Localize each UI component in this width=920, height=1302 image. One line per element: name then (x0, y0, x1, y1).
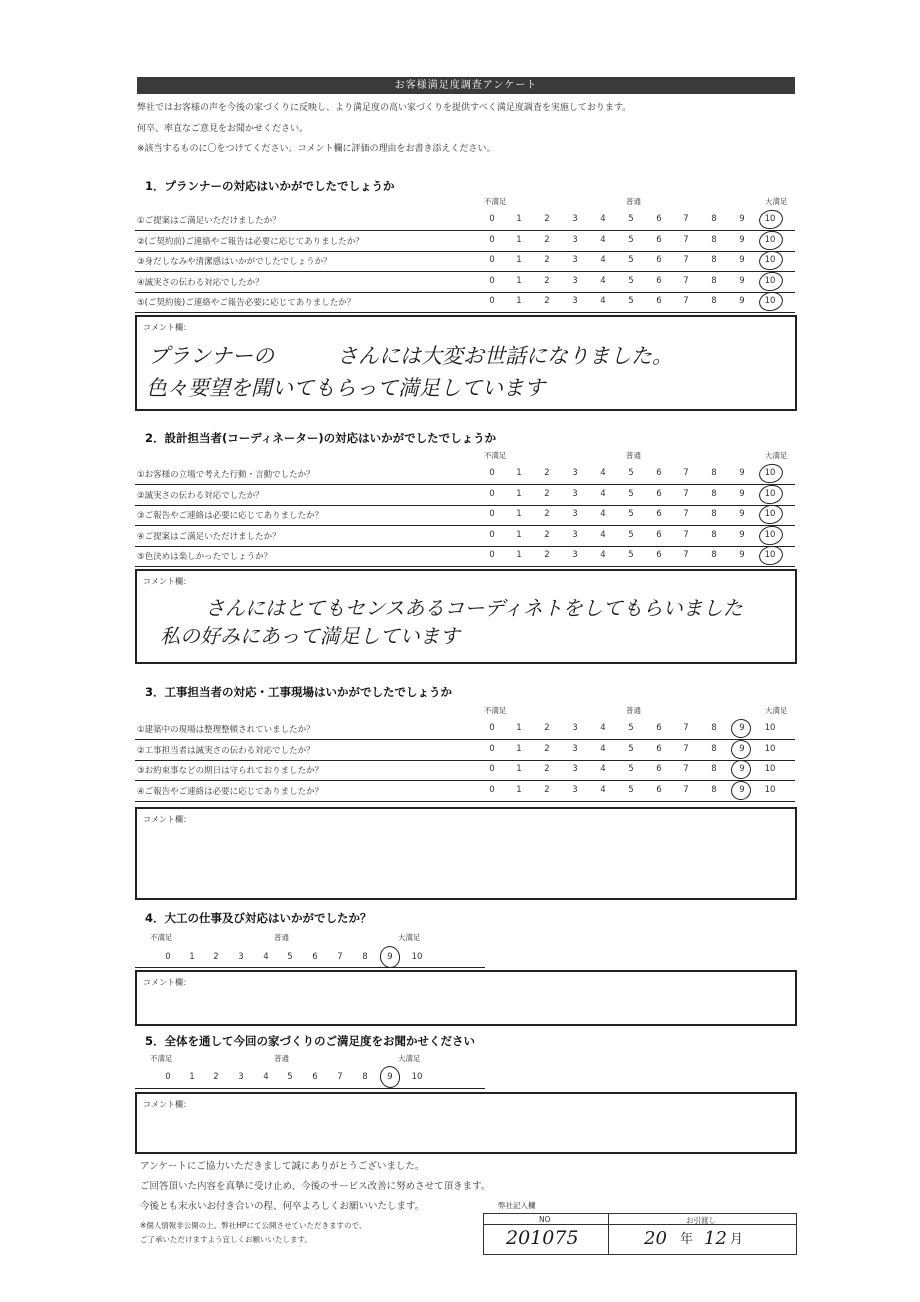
rating-option-8[interactable]: 8 (711, 488, 717, 499)
scale-label-high: 大満足 (398, 1054, 421, 1063)
scale-label-high: 大満足 (765, 451, 788, 460)
intro-line-2: 何卒、率直なご意見をお聞かせください。 (137, 124, 309, 134)
rating-option-1[interactable]: 1 (516, 509, 522, 519)
month-char: 月 (730, 1232, 744, 1247)
scale-label-low: 不満足 (484, 706, 507, 715)
row-divider (135, 525, 795, 526)
rating-option-7[interactable]: 7 (683, 743, 689, 754)
rating-option-0[interactable]: 0 (489, 255, 495, 265)
scale-label-low: 不満足 (484, 451, 507, 460)
section-title: 3．工事担当者の対応・工事現場はいかがでしたでしょうか (145, 685, 452, 699)
question-text: ②工事担当者は誠実さの伝わる対応でしたか？ (137, 745, 315, 756)
row-divider (135, 312, 795, 313)
rating-circle-mark (757, 503, 784, 527)
rating-option-5[interactable]: 5 (628, 509, 634, 519)
rating-option-3[interactable]: 3 (572, 509, 578, 519)
scale-label-mid: 普通 (274, 1054, 289, 1063)
privacy-note-2: ご了承いただけますよう宜しくお願いいたします。 (140, 1235, 312, 1244)
rating-option-0[interactable]: 0 (489, 723, 495, 733)
rating-circle-mark (729, 717, 753, 740)
rating-option-9[interactable]: 9 (739, 550, 745, 560)
section-title: 1．プランナーの対応はいかがでしたでしょうか (145, 179, 395, 193)
rating-option-4[interactable]: 4 (263, 1072, 269, 1082)
rating-option-10[interactable]: 10 (764, 764, 776, 774)
office-use-label: 弊社記入欄 (498, 1201, 536, 1210)
rating-option-3[interactable]: 3 (572, 743, 578, 754)
section-title: 2．設計担当者(コーディネーター)の対応はいかがでしたでしょうか (145, 431, 497, 445)
rating-option-2[interactable]: 2 (544, 550, 550, 560)
rating-option-2[interactable]: 2 (544, 723, 550, 733)
rating-option-0[interactable]: 0 (489, 550, 495, 560)
rating-option-6[interactable]: 6 (656, 723, 662, 733)
survey-title-banner: お客様満足度調査アンケート (137, 77, 795, 94)
rating-option-1[interactable]: 1 (516, 550, 522, 560)
rating-option-0[interactable]: 0 (489, 488, 495, 499)
rating-option-10[interactable]: 10 (411, 952, 423, 962)
rating-option-0[interactable]: 0 (489, 296, 495, 306)
rating-option-1[interactable]: 1 (516, 214, 522, 224)
rating-option-2[interactable]: 2 (213, 952, 219, 962)
comment-label: コメント欄： (143, 577, 191, 586)
rating-option-5[interactable]: 5 (287, 952, 293, 962)
rating-option-5[interactable]: 5 (628, 529, 634, 540)
rating-option-4[interactable]: 4 (600, 550, 606, 560)
rating-option-7[interactable]: 7 (683, 255, 689, 265)
rating-option-5[interactable]: 5 (628, 255, 634, 265)
rating-option-3[interactable]: 3 (572, 723, 578, 733)
rating-option-3[interactable]: 3 (572, 214, 578, 224)
rating-option-8[interactable]: 8 (711, 550, 717, 560)
rating-option-4[interactable]: 4 (600, 529, 606, 540)
question-text: ②(ご契約前)ご連絡やご報告は必要に応じてありましたか？ (137, 236, 364, 247)
rating-option-6[interactable]: 6 (656, 488, 662, 499)
rating-option-2[interactable]: 2 (544, 488, 550, 499)
rating-option-1[interactable]: 1 (516, 275, 522, 286)
rating-option-6[interactable]: 6 (656, 550, 662, 560)
rating-option-9[interactable]: 9 (739, 723, 745, 733)
thanks-line-3: 今後とも末永いお付き合いの程、何卒よろしくお願いいたします。 (140, 1201, 425, 1212)
rating-option-3[interactable]: 3 (572, 784, 578, 795)
rating-option-1[interactable]: 1 (516, 743, 522, 754)
comment-label: コメント欄： (143, 323, 191, 332)
rating-option-0[interactable]: 0 (489, 234, 495, 245)
question-text: ④ご報告やご連絡は必要に応じてありましたか？ (137, 786, 324, 797)
rating-option-3[interactable]: 3 (572, 275, 578, 286)
privacy-note-1: ※個人情報非公開の上、弊社HPにて公開させていただきますので、 (140, 1221, 367, 1230)
rating-option-1[interactable]: 1 (516, 255, 522, 265)
rating-option-3[interactable]: 3 (572, 234, 578, 245)
row-divider (135, 292, 795, 293)
rating-option-6[interactable]: 6 (656, 743, 662, 754)
rating-option-9[interactable]: 9 (739, 255, 745, 265)
scale-label-mid: 普通 (274, 933, 289, 942)
rating-option-4[interactable]: 4 (600, 488, 606, 499)
rating-option-8[interactable]: 8 (711, 468, 717, 478)
rating-circle-mark (757, 290, 784, 314)
scale-label-high: 大満足 (765, 197, 788, 206)
scale-label-mid: 普通 (626, 451, 641, 460)
comment-label: コメント欄： (143, 815, 191, 824)
comment-label: コメント欄： (143, 1100, 191, 1109)
row-divider (135, 1088, 485, 1089)
rating-circle-mark (378, 944, 402, 970)
rating-option-7[interactable]: 7 (683, 296, 689, 306)
rating-option-0[interactable]: 0 (489, 764, 495, 774)
question-text: ②誠実さの伝わる対応でしたか？ (137, 490, 264, 501)
rating-option-6[interactable]: 6 (656, 764, 662, 774)
question-text: ①お客様の立場で考えた行動・言動でしたか？ (137, 470, 315, 480)
question-text: ③ご報告やご連絡は必要に応じてありましたか？ (137, 511, 324, 521)
rating-option-6[interactable]: 6 (312, 952, 318, 962)
row-divider (135, 967, 485, 968)
rating-option-2[interactable]: 2 (544, 234, 550, 245)
rating-circle-mark (378, 1064, 402, 1090)
rating-option-8[interactable]: 8 (711, 784, 717, 795)
rating-option-2[interactable]: 2 (544, 764, 550, 774)
rating-option-3[interactable]: 3 (572, 488, 578, 499)
no-label: NO (539, 1215, 551, 1224)
rating-option-9[interactable]: 9 (739, 275, 745, 286)
comment-box-5[interactable] (135, 1092, 797, 1154)
thanks-line-1: アンケートにご協力いただきまして誠にありがとうございました。 (140, 1161, 425, 1172)
rating-option-2[interactable]: 2 (544, 214, 550, 224)
rating-option-4[interactable]: 4 (600, 468, 606, 478)
rating-option-4[interactable]: 4 (600, 275, 606, 286)
rating-circle-mark (729, 738, 753, 761)
rating-option-4[interactable]: 4 (600, 764, 606, 774)
rating-option-10[interactable]: 10 (764, 784, 776, 795)
rating-option-7[interactable]: 7 (683, 529, 689, 540)
rating-option-9[interactable]: 9 (739, 509, 745, 519)
rating-option-5[interactable]: 5 (628, 275, 634, 286)
comment-box-4[interactable] (135, 970, 797, 1026)
rating-option-9[interactable]: 9 (387, 952, 393, 962)
rating-option-4[interactable]: 4 (600, 723, 606, 733)
rating-option-8[interactable]: 8 (711, 234, 717, 245)
rating-option-7[interactable]: 7 (683, 764, 689, 774)
row-divider (135, 546, 795, 547)
rating-option-2[interactable]: 2 (544, 743, 550, 754)
rating-option-2[interactable]: 2 (544, 509, 550, 519)
rating-option-7[interactable]: 7 (683, 509, 689, 519)
scale-label-low: 不満足 (150, 933, 173, 942)
rating-option-6[interactable]: 6 (656, 234, 662, 245)
rating-option-1[interactable]: 1 (516, 296, 522, 306)
rating-option-9[interactable]: 9 (739, 764, 745, 774)
rating-option-9[interactable]: 9 (739, 468, 745, 478)
rating-option-10[interactable]: 10 (764, 723, 776, 733)
rating-option-3[interactable]: 3 (572, 296, 578, 306)
rating-option-9[interactable]: 9 (739, 214, 745, 224)
question-text: ①建築中の現場は整理整頓されていましたか？ (137, 725, 315, 735)
row-divider (135, 801, 795, 802)
section-4-title: 4．大工の仕事及び対応はいかがでしたか？ (145, 911, 372, 925)
rating-option-8[interactable]: 8 (711, 509, 717, 519)
rating-option-1[interactable]: 1 (516, 784, 522, 795)
scale-label-mid: 普通 (626, 197, 641, 206)
rating-option-6[interactable]: 6 (656, 468, 662, 478)
rating-option-1[interactable]: 1 (516, 468, 522, 478)
row-divider (135, 484, 795, 485)
rating-option-0[interactable]: 0 (489, 784, 495, 795)
rating-option-3[interactable]: 3 (572, 529, 578, 540)
rating-option-7[interactable]: 7 (683, 723, 689, 733)
handwritten-no: 201075 (506, 1227, 579, 1249)
rating-option-5[interactable]: 5 (628, 296, 634, 306)
rating-circle-mark (757, 482, 784, 506)
rating-option-6[interactable]: 6 (656, 296, 662, 306)
rating-option-4[interactable]: 4 (600, 255, 606, 265)
rating-option-0[interactable]: 0 (489, 529, 495, 540)
rating-option-6[interactable]: 6 (656, 784, 662, 795)
year-char: 年 (680, 1232, 694, 1247)
rating-option-7[interactable]: 7 (683, 550, 689, 560)
row-divider (135, 739, 795, 740)
row-divider (135, 780, 795, 781)
handwritten-year: 20 (644, 1228, 667, 1249)
rating-option-8[interactable]: 8 (362, 952, 368, 962)
rating-option-6[interactable]: 6 (656, 529, 662, 540)
scale-label-low: 不満足 (484, 197, 507, 206)
rating-option-5[interactable]: 5 (628, 234, 634, 245)
row-divider (135, 505, 795, 506)
rating-option-2[interactable]: 2 (544, 296, 550, 306)
rating-option-8[interactable]: 8 (711, 296, 717, 306)
row-divider (135, 230, 795, 231)
handwritten-comment: さんにはとてもセンスあるコーディネトをしてもらいました (205, 596, 743, 620)
rating-circle-mark (757, 269, 784, 293)
scale-label-high: 大満足 (765, 706, 788, 715)
rating-option-7[interactable]: 7 (683, 275, 689, 286)
handwritten-comment: 私の好みにあって満足しています (160, 624, 460, 648)
row-divider (135, 251, 795, 252)
rating-option-0[interactable]: 0 (165, 952, 171, 962)
rating-option-5[interactable]: 5 (628, 784, 634, 795)
rating-option-4[interactable]: 4 (600, 784, 606, 795)
rating-circle-mark (729, 758, 753, 781)
handwritten-comment: プランナーの さんには大変お世話になりました。 (148, 344, 673, 368)
rating-option-2[interactable]: 2 (544, 529, 550, 540)
rating-option-4[interactable]: 4 (600, 296, 606, 306)
rating-option-10[interactable]: 10 (764, 509, 776, 519)
rating-option-4[interactable]: 4 (600, 234, 606, 245)
rating-circle-mark (757, 249, 784, 273)
rating-option-1[interactable]: 1 (516, 488, 522, 499)
rating-option-3[interactable]: 3 (572, 550, 578, 560)
rating-circle-mark (757, 208, 784, 232)
rating-option-9[interactable]: 9 (739, 488, 745, 499)
rating-option-7[interactable]: 7 (683, 488, 689, 499)
rating-option-8[interactable]: 8 (711, 723, 717, 733)
rating-option-7[interactable]: 7 (683, 234, 689, 245)
rating-option-9[interactable]: 9 (387, 1072, 393, 1082)
rating-option-5[interactable]: 5 (628, 723, 634, 733)
rating-circle-mark (757, 462, 784, 486)
office-use-box (483, 1213, 797, 1255)
rating-circle-mark (729, 779, 753, 802)
rating-option-5[interactable]: 5 (287, 1072, 293, 1082)
rating-option-7[interactable]: 7 (683, 468, 689, 478)
rating-option-8[interactable]: 8 (711, 275, 717, 286)
rating-option-8[interactable]: 8 (711, 214, 717, 224)
rating-option-10[interactable]: 10 (764, 296, 776, 306)
rating-option-0[interactable]: 0 (489, 743, 495, 754)
rating-option-8[interactable]: 8 (711, 529, 717, 540)
rating-option-9[interactable]: 9 (739, 784, 745, 795)
comment-label: コメント欄： (143, 978, 191, 987)
rating-option-2[interactable]: 2 (544, 784, 550, 795)
rating-option-0[interactable]: 0 (489, 275, 495, 286)
rating-option-6[interactable]: 6 (312, 1072, 318, 1082)
rating-option-1[interactable]: 1 (189, 1072, 195, 1082)
rating-option-1[interactable]: 1 (516, 764, 522, 774)
handwritten-month: 12 (704, 1228, 727, 1249)
thanks-line-2: ご回答頂いた内容を真摯に受け止め、今後のサービス改善に努めさせて頂きます。 (140, 1181, 491, 1192)
question-text: ③身だしなみや清潔感はいかがでしたでしょうか？ (137, 257, 332, 267)
rating-option-10[interactable]: 10 (764, 275, 776, 286)
rating-option-4[interactable]: 4 (263, 952, 269, 962)
question-text: ⑤(ご契約後)ご連絡やご報告必要に応じてありましたか？ (137, 298, 356, 308)
rating-option-5[interactable]: 5 (628, 488, 634, 499)
rating-option-5[interactable]: 5 (628, 743, 634, 754)
rating-option-10[interactable]: 10 (764, 488, 776, 499)
rating-option-7[interactable]: 7 (683, 784, 689, 795)
rating-option-3[interactable]: 3 (572, 468, 578, 478)
question-text: ③お約束事などの期日は守られておりましたか？ (137, 766, 324, 776)
rating-option-5[interactable]: 5 (628, 468, 634, 478)
rating-option-6[interactable]: 6 (656, 509, 662, 519)
row-divider (135, 760, 795, 761)
rating-option-10[interactable]: 10 (764, 743, 776, 754)
rating-option-4[interactable]: 4 (600, 214, 606, 224)
rating-option-7[interactable]: 7 (337, 952, 343, 962)
rating-option-3[interactable]: 3 (238, 952, 244, 962)
rating-option-10[interactable]: 10 (764, 529, 776, 540)
rating-option-4[interactable]: 4 (600, 509, 606, 519)
rating-circle-mark (757, 228, 784, 252)
rating-option-0[interactable]: 0 (489, 214, 495, 224)
scale-label-high: 大満足 (398, 933, 421, 942)
comment-box[interactable] (135, 807, 797, 900)
rating-option-10[interactable]: 10 (764, 255, 776, 265)
rating-option-0[interactable]: 0 (489, 468, 495, 478)
rating-option-5[interactable]: 5 (628, 214, 634, 224)
rating-option-3[interactable]: 3 (572, 255, 578, 265)
delivery-label: お引渡し (686, 1216, 716, 1225)
rating-option-5[interactable]: 5 (628, 764, 634, 774)
rating-option-9[interactable]: 9 (739, 743, 745, 754)
rating-option-10[interactable]: 10 (411, 1072, 423, 1082)
rating-option-7[interactable]: 7 (337, 1072, 343, 1082)
handwritten-comment: 色々要望を聞いてもらって満足しています (146, 376, 545, 400)
rating-option-9[interactable]: 9 (739, 296, 745, 306)
rating-circle-mark (757, 544, 784, 568)
question-text: ①ご提案はご満足いただけましたか？ (137, 216, 281, 226)
rating-option-8[interactable]: 8 (711, 743, 717, 754)
question-text: ④ご提案はご満足いただけましたか？ (137, 531, 281, 542)
row-divider (135, 566, 795, 567)
rating-option-3[interactable]: 3 (572, 764, 578, 774)
rating-option-3[interactable]: 3 (238, 1072, 244, 1082)
rating-option-1[interactable]: 1 (189, 952, 195, 962)
row-divider (135, 271, 795, 272)
rating-option-0[interactable]: 0 (489, 509, 495, 519)
rating-option-6[interactable]: 6 (656, 214, 662, 224)
rating-option-8[interactable]: 8 (362, 1072, 368, 1082)
rating-option-1[interactable]: 1 (516, 529, 522, 540)
rating-option-10[interactable]: 10 (764, 550, 776, 560)
rating-option-1[interactable]: 1 (516, 234, 522, 245)
rating-option-7[interactable]: 7 (683, 214, 689, 224)
scale-label-mid: 普通 (626, 706, 641, 715)
intro-line-1: 弊社ではお客様の声を今後の家づくりに反映し、より満足度の高い家づくりを提供すべく満足度調査を実施しております。 (137, 103, 632, 113)
rating-option-5[interactable]: 5 (628, 550, 634, 560)
rating-circle-mark (757, 523, 784, 547)
rating-option-10[interactable]: 10 (764, 214, 776, 224)
question-text: ④誠実さの伝わる対応でしたか？ (137, 277, 264, 288)
rating-option-2[interactable]: 2 (544, 275, 550, 286)
rating-option-10[interactable]: 10 (764, 468, 776, 478)
question-text: ⑤色決めは楽しかったでしょうか？ (137, 552, 273, 562)
rating-option-9[interactable]: 9 (739, 234, 745, 245)
rating-option-8[interactable]: 8 (711, 255, 717, 265)
rating-option-8[interactable]: 8 (711, 764, 717, 774)
rating-option-9[interactable]: 9 (739, 529, 745, 540)
rating-option-0[interactable]: 0 (165, 1072, 171, 1082)
rating-option-2[interactable]: 2 (544, 255, 550, 265)
rating-option-10[interactable]: 10 (764, 234, 776, 245)
rating-option-2[interactable]: 2 (544, 468, 550, 478)
section-5-title: 5．全体を通して今回の家づくりのご満足度をお聞かせください (145, 1034, 475, 1048)
rating-option-4[interactable]: 4 (600, 743, 606, 754)
rating-option-1[interactable]: 1 (516, 723, 522, 733)
rating-option-6[interactable]: 6 (656, 255, 662, 265)
rating-option-6[interactable]: 6 (656, 275, 662, 286)
rating-option-2[interactable]: 2 (213, 1072, 219, 1082)
scale-label-low: 不満足 (150, 1054, 173, 1063)
intro-line-3: ※該当するものに〇をつけてください。コメント欄に評価の理由をお書き添えください。 (137, 144, 496, 154)
